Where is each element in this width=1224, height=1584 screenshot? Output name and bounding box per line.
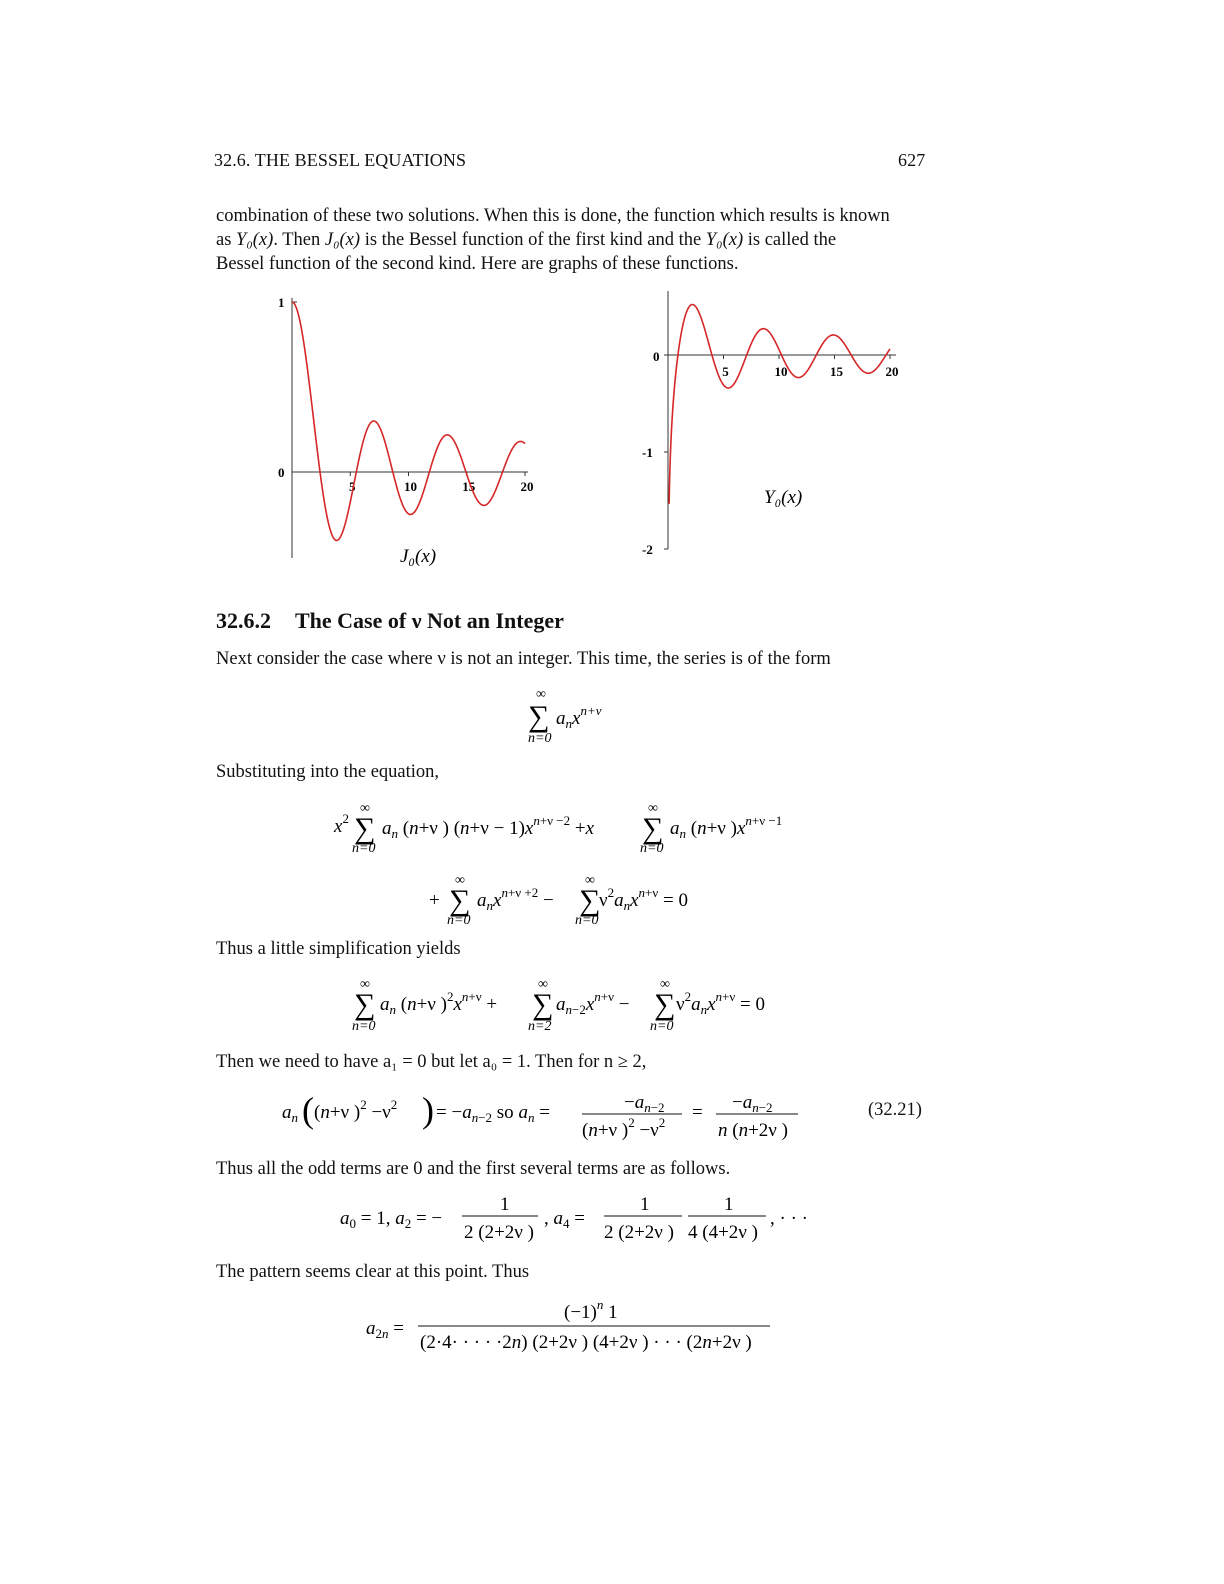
svg-text:an (n+ν )xn+ν −1: $a_n$ (n+ν )$x^{n+\nu -1}$ — [670, 813, 783, 841]
paragraph-3: Thus a little simplification yields — [216, 939, 461, 959]
svg-text:n=2: n=2 — [528, 1019, 552, 1034]
svg-text:anxn+ν +2 −: $a_nx^{n+\nu +2}$ − — [477, 885, 554, 913]
svg-text:−an−2: $-a_{n-2}$ — [732, 1092, 773, 1115]
svg-text:−an−2: $-a_{n-2}$ — [624, 1092, 665, 1115]
y0-ytick-label-0: 0 — [653, 349, 660, 364]
svg-text:n=0: n=0 — [650, 1019, 674, 1034]
svg-text:x2: $x^2$ — [334, 811, 349, 837]
svg-text:n=0: n=0 — [447, 913, 471, 928]
svg-text:2 (2+2ν ): 2 (2+2ν ) — [604, 1222, 674, 1243]
svg-text:∑: ∑ — [528, 700, 550, 733]
svg-text:, a4 =: , $a_4$ = — [544, 1208, 585, 1231]
y0-chart — [640, 285, 920, 575]
y0-curve — [669, 304, 890, 503]
j0-xtick-label-10: 10 — [404, 479, 417, 494]
svg-text:∑: ∑ — [579, 884, 601, 917]
svg-text:anxn+ν: $a_nx^{n+\nu}$ — [556, 703, 602, 731]
paragraph-2: Substituting into the equation, — [216, 762, 440, 782]
svg-text:a2n =: $a_{2n}$ = — [366, 1318, 404, 1341]
paragraph-6: The pattern seems clear at this point. Thus — [216, 1262, 530, 1282]
svg-text:∞: ∞ — [536, 687, 546, 702]
svg-text:n (n+2ν ): n (n+2ν ) — [718, 1120, 788, 1141]
svg-text:a0 = 1, a2 = −: $a_0 = 1$, $a_2$ = − — [340, 1208, 443, 1231]
svg-text:∞: ∞ — [585, 873, 595, 888]
svg-text:1: 1 — [640, 1194, 650, 1215]
j0-chart-label: J₀(x) — [400, 546, 437, 567]
equation-a2n — [364, 1296, 784, 1356]
paragraph-1: Next consider the case where ν is not an integer. This time, the series is of the form — [216, 649, 831, 669]
equation-series-form — [520, 686, 640, 748]
svg-text:): ) — [422, 1090, 434, 1130]
intro-line-2: as Y₀(x). Then J₀(x) is the Bessel function of the first kind and the Y₀(x) is called the — [216, 230, 837, 250]
svg-text:(n+ν )2 −ν2: (n+ν )$^2 -\nu^2$ — [314, 1097, 398, 1123]
equation-substituted-line-2 — [425, 872, 725, 934]
svg-text:ν2anxn+ν = 0: $\nu^2a_nx^{n+\nu} = 0$ — [676, 989, 765, 1017]
svg-text:+: + — [429, 890, 440, 911]
svg-text:=: = — [692, 1102, 703, 1123]
svg-text:an: $a_n$ — [282, 1102, 298, 1125]
svg-text:∞: ∞ — [360, 801, 370, 816]
intro-paragraph — [216, 204, 936, 276]
svg-text:∑: ∑ — [642, 812, 664, 845]
svg-text:n=0: n=0 — [352, 1019, 376, 1034]
svg-text:∞: ∞ — [538, 977, 548, 992]
svg-text:2 (2+2ν ): 2 (2+2ν ) — [464, 1222, 534, 1243]
y0-ytick-label-m2: -2 — [642, 542, 653, 557]
equation-recurrence — [280, 1088, 810, 1144]
j0-chart — [270, 290, 550, 580]
svg-text:∞: ∞ — [660, 977, 670, 992]
svg-text:n=0: n=0 — [640, 841, 664, 856]
svg-text:, · · ·: , · · · — [770, 1208, 808, 1229]
svg-text:(2·4· · · · ·2n) (2+2ν ) (4+2ν: (2·4· · · · ·2n) (2+2ν ) (4+2ν ) · · · (2n+2ν ) — [420, 1332, 752, 1353]
equation-simplified — [348, 976, 808, 1038]
y0-xtick-label-10: 10 — [774, 364, 788, 379]
intro-line-3: Bessel function of the second kind. Here are graphs of these functions. — [216, 254, 739, 274]
svg-text:n=0: n=0 — [528, 731, 552, 746]
paragraph-4: Then we need to have a₁ = 0 but let a₀ = 1. Then for n ≥ 2, — [216, 1052, 647, 1072]
svg-text:(−1)n 1: $(-1)^n$ 1 — [564, 1297, 618, 1323]
svg-text:∑: ∑ — [354, 812, 376, 845]
equation-first-terms — [338, 1190, 808, 1246]
y0-chart-label: Y₀(x) — [764, 487, 803, 508]
j0-ytick-label-1: 1 — [278, 295, 285, 310]
equation-number: (32.21) — [868, 1100, 922, 1120]
svg-text:1: 1 — [500, 1194, 510, 1215]
y0-ytick-label-m1: -1 — [642, 445, 653, 460]
svg-text:∞: ∞ — [648, 801, 658, 816]
svg-text:∑: ∑ — [354, 988, 376, 1021]
j0-xtick-label-15: 15 — [462, 479, 476, 494]
svg-text:∑: ∑ — [532, 988, 554, 1021]
svg-text:n=0: n=0 — [575, 913, 599, 928]
svg-text:∞: ∞ — [360, 977, 370, 992]
y0-xtick-label-15: 15 — [830, 364, 843, 379]
section-heading — [216, 608, 564, 634]
j0-xtick-label-20: 20 — [520, 479, 534, 494]
svg-text:ν2anxn+ν = 0: $\nu^2a_nx^{n+\nu} = 0$ — [599, 885, 688, 913]
svg-text:= −an−2 so an =: = $-a_{n-2}$ so $a_n$ = — [436, 1102, 550, 1125]
equation-substituted-line-1 — [330, 800, 820, 862]
svg-text:an (n+ν ) (n+ν − 1)xn+ν −2 +x: $a_n$ (n+ν ) $(n+\nu - 1)x^{n+\nu -2} +x$ — [382, 813, 595, 841]
svg-text:∑: ∑ — [449, 884, 471, 917]
svg-text:an−2xn+ν −: $a_{n-2}x^{n+\nu}$ − — [556, 989, 630, 1017]
svg-text:an (n+ν )2xn+ν +: $a_n$ (n+ν )$^2x^{n+\nu}$ + — [380, 989, 498, 1017]
section-number: 32.6.2 — [216, 608, 271, 633]
y0-xtick-label-20: 20 — [885, 364, 899, 379]
page-number: 627 — [898, 150, 926, 170]
j0-ytick-label-0: 0 — [278, 465, 285, 480]
intro-line-1: combination of these two solutions. When this is done, the function which results is known — [216, 206, 890, 226]
section-title: The Case of ν Not an Integer — [295, 608, 564, 633]
y0-xtick-label-5: 5 — [722, 364, 729, 379]
svg-text:∞: ∞ — [455, 873, 465, 888]
running-header: 32.6. THE BESSEL EQUATIONS — [214, 150, 467, 170]
svg-text:1: 1 — [724, 1194, 734, 1215]
j0-xtick-label-5: 5 — [349, 479, 356, 494]
svg-text:∑: ∑ — [654, 988, 676, 1021]
paragraph-5: Thus all the odd terms are 0 and the first several terms are as follows. — [216, 1159, 731, 1179]
svg-text:(: ( — [302, 1090, 314, 1130]
svg-text:n=0: n=0 — [352, 841, 376, 856]
j0-curve — [292, 302, 525, 540]
svg-text:(n+ν )2 −ν2: (n+ν )$^2 -\nu^2$ — [582, 1115, 666, 1141]
svg-text:4 (4+2ν ): 4 (4+2ν ) — [688, 1222, 758, 1243]
